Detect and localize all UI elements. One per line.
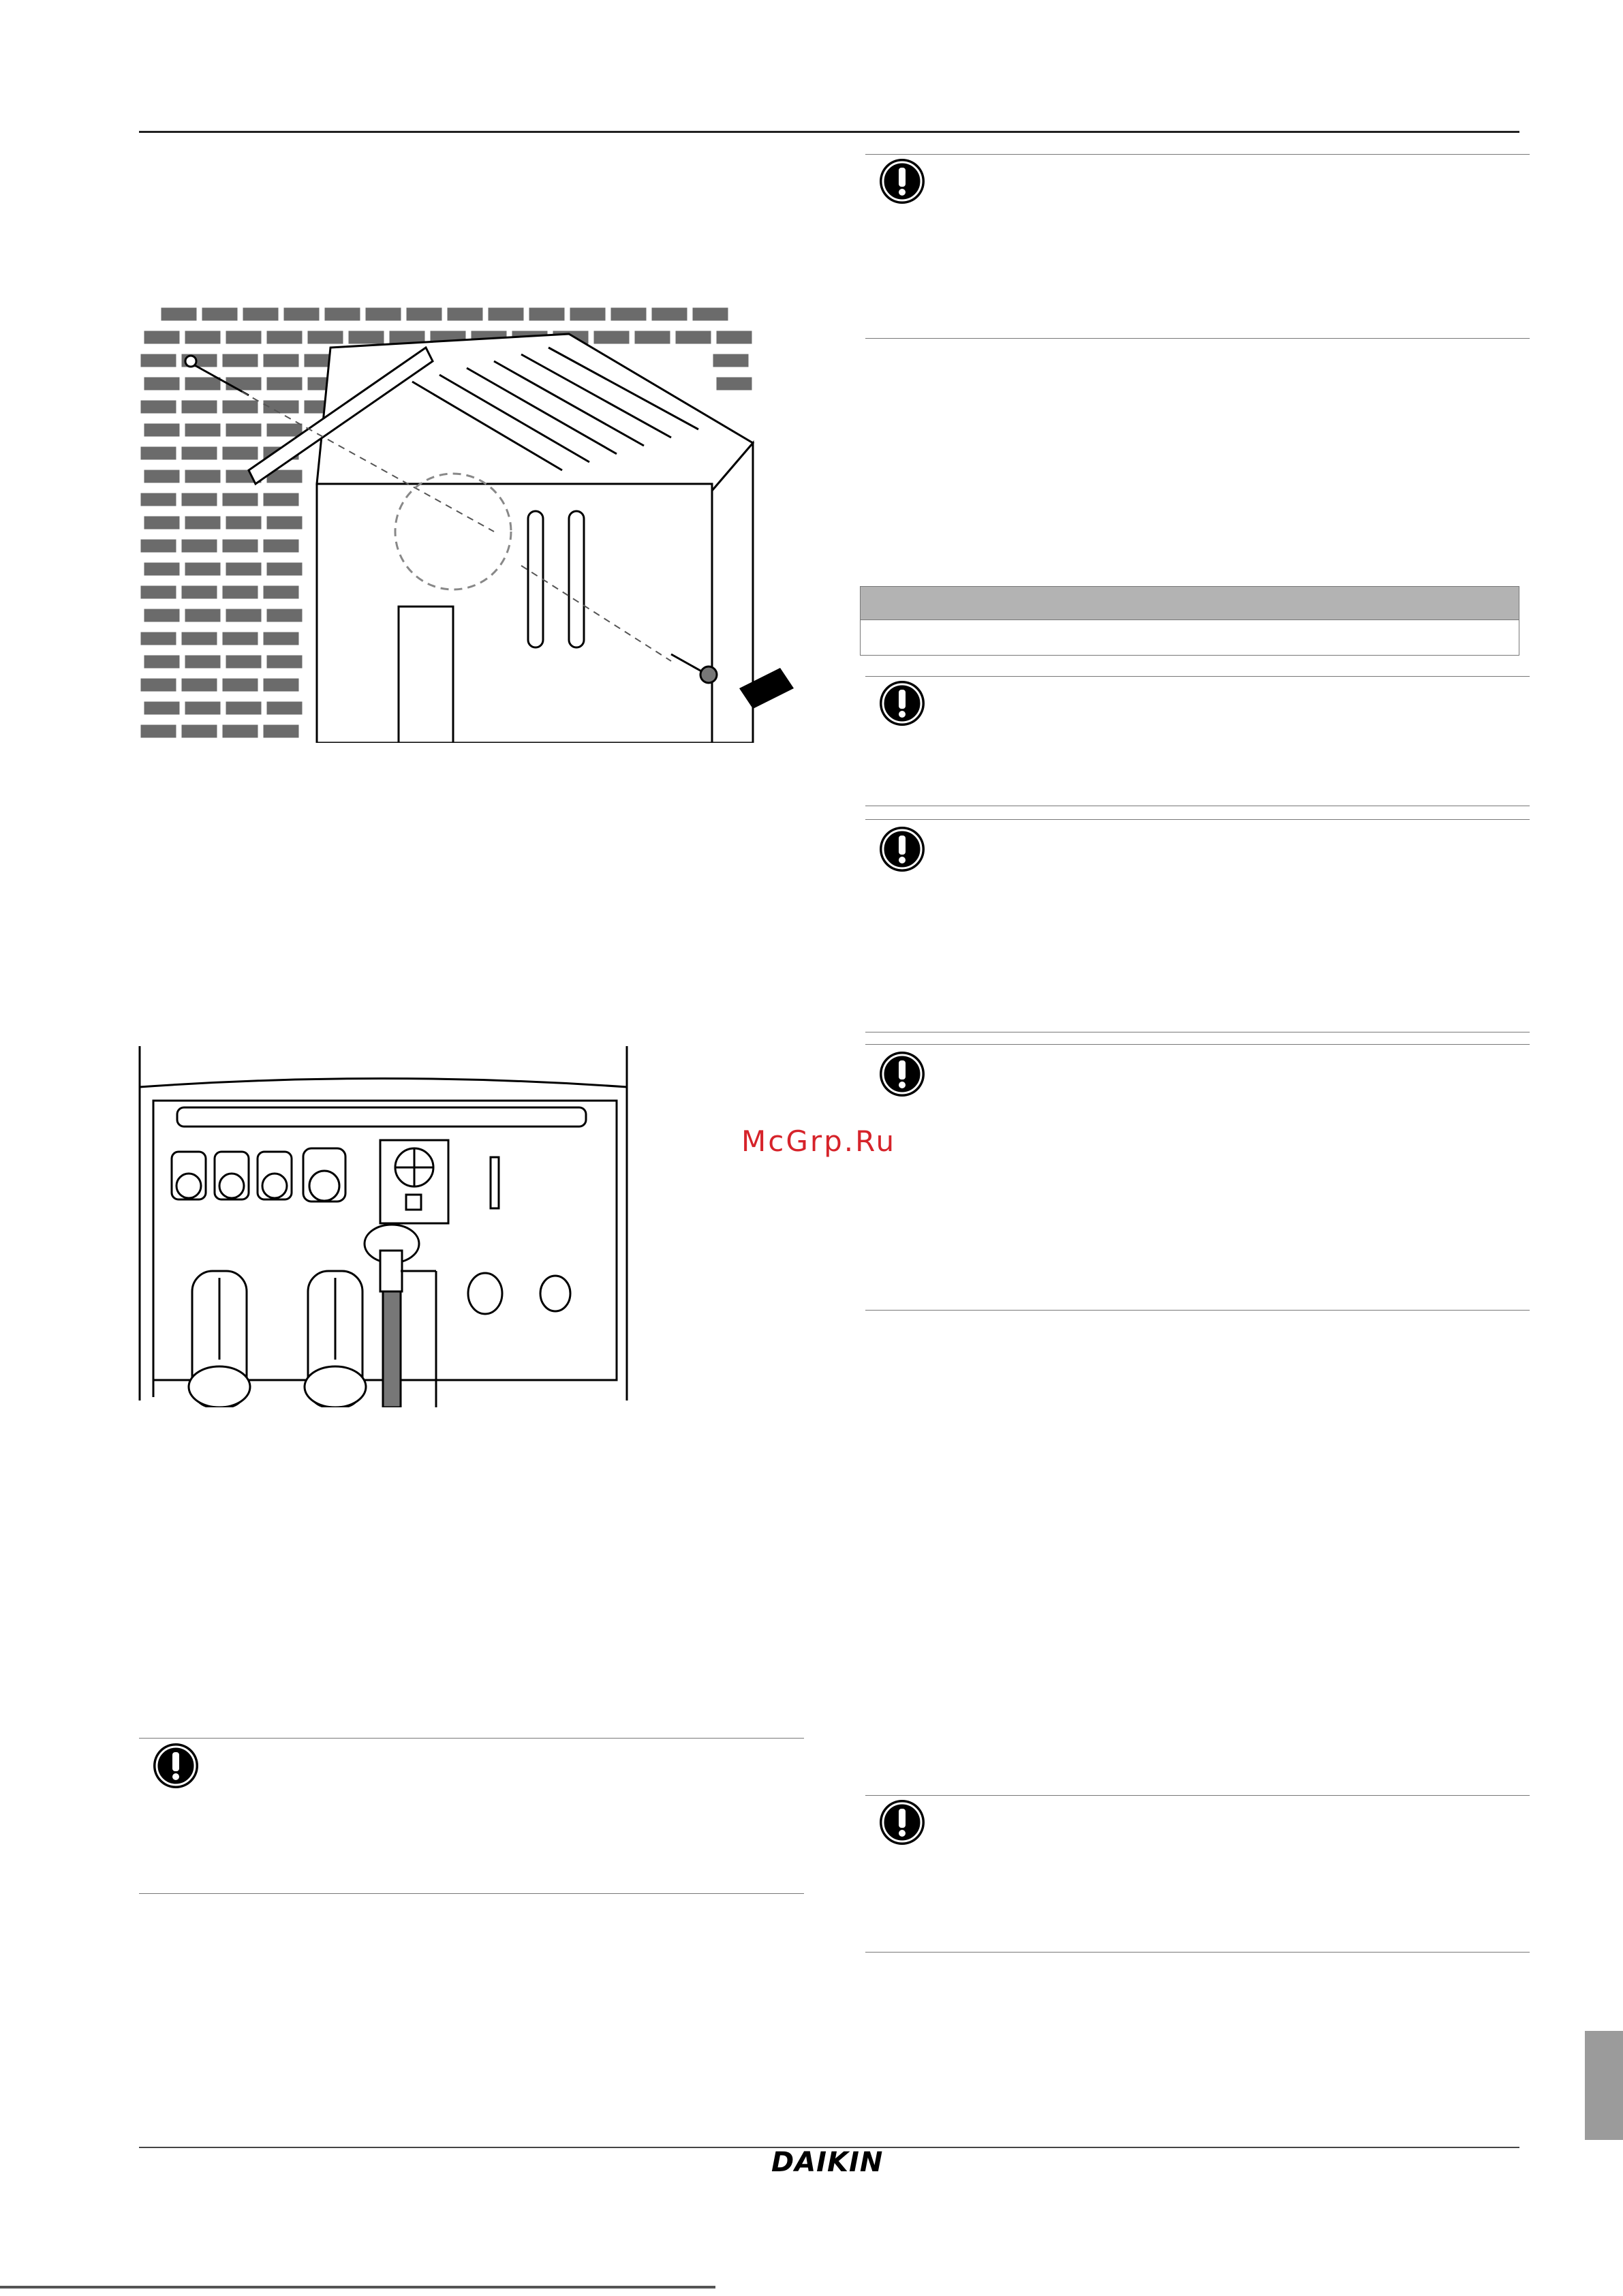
notice-3-rule-top xyxy=(865,819,1530,820)
wall-mount-illustration xyxy=(140,307,794,743)
notice-rule-bottom xyxy=(139,1893,804,1894)
notice-rule-top xyxy=(139,1738,804,1739)
notice-5-rule-top xyxy=(865,1795,1530,1796)
watermark: McGrp.Ru xyxy=(741,1124,897,1158)
notice-4-rule-top xyxy=(865,1044,1530,1045)
exclamation-circle-icon xyxy=(878,1050,927,1099)
exclamation-circle-icon xyxy=(151,1741,200,1790)
exclamation-circle-icon xyxy=(878,157,927,206)
water-pipe-right xyxy=(305,1271,366,1407)
terminal-box xyxy=(380,1140,448,1223)
cable-glands xyxy=(172,1148,345,1201)
slot xyxy=(491,1157,499,1208)
notice-2-rule-top xyxy=(865,676,1530,677)
connections-illustration xyxy=(136,1046,630,1407)
exclamation-circle-icon xyxy=(878,679,927,728)
daikin-logo: DAIKIN xyxy=(771,2147,884,2178)
table-header xyxy=(860,586,1519,620)
exclamation-circle-icon xyxy=(878,1798,927,1847)
notice-1-rule-top xyxy=(865,154,1530,155)
notice-4-rule-bottom xyxy=(865,1310,1530,1311)
table-row xyxy=(860,620,1519,656)
side-tab xyxy=(1585,2031,1623,2140)
exclamation-circle-icon xyxy=(878,825,927,874)
header-rule xyxy=(139,131,1519,133)
water-pipe-left xyxy=(189,1271,250,1407)
notice-5-rule-bottom xyxy=(865,1952,1530,1953)
notice-1-rule-bottom xyxy=(865,338,1530,339)
footer-strip xyxy=(0,2286,715,2289)
knockout-holes xyxy=(468,1273,570,1314)
